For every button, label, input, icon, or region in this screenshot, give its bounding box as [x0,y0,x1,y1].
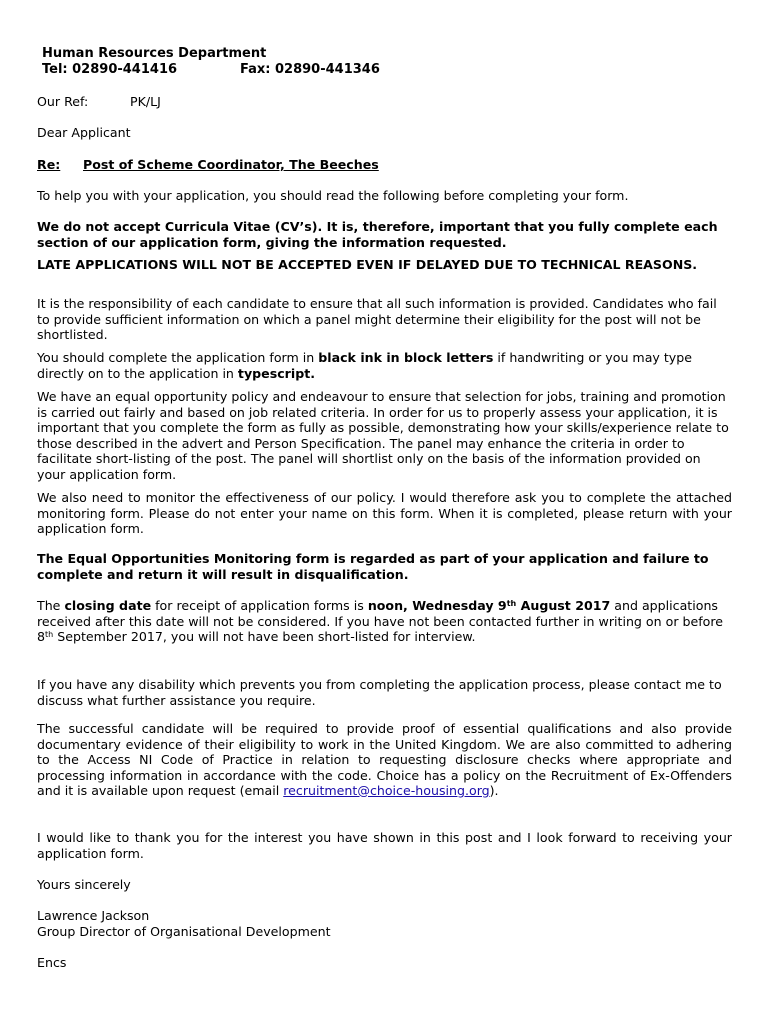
telephone: Tel: 02890-441416 [42,62,178,77]
contact-date-suffix: th [45,630,54,639]
reference-label: Our Ref: [37,94,89,109]
signature-block [37,908,732,939]
fax: Fax: 02890-441346 [240,62,380,77]
closing-date-value: noon, Wednesday 9 [367,598,507,613]
closing-text-4: September 2017, you will not have been short-listed for interview. [53,629,476,644]
recruitment-email-link[interactable]: recruitment@choice-housing.org [283,783,490,798]
qualifications-text: The successful candidate will be required to provide proof of essential qualifications and also provide documentary evidence of their eligibility to work in the United Kingdom. We are also committed to adhering to the Access NI Code of Practice in relation to requesting disclosure checks where appropriate and processing information in accordance with the code. Choice has a policy on the Recruitment of Ex-Offenders and it is available upon request (email [37,721,732,798]
closing-text-3: and applications received after this date will not be considered. If you have not been contacted further in writing on or before 8 [37,598,724,644]
ink-bold-2: typescript. [237,365,316,381]
responsibility-paragraph: It is the responsibility of each candidate to ensure that all such information is provided. Candidates who fail to provide sufficient information on which a panel might determine their eligibility for the post will not be shortlisted. [37,296,717,342]
valediction: Yours sincerely [37,877,131,892]
closing-date-suffix: th [506,599,517,608]
signatory-title: Group Director of Organisational Development [37,923,331,939]
ink-paragraph [37,350,732,381]
subject-line [37,157,732,173]
closing-date-label: closing date [64,598,152,613]
salutation: Dear Applicant [37,125,131,140]
reference-line [37,94,732,110]
disability-paragraph: If you have any disability which prevents you from completing the application process, please contact me to discuss what further assistance you require. [37,677,722,708]
ink-bold-1: black ink in block letters [318,350,494,365]
thanks-paragraph: I would like to thank you for the interest you have shown in this post and I look forward to receiving your application form. [37,830,732,861]
late-applications-notice: LATE APPLICATIONS WILL NOT BE ACCEPTED EVEN IF DELAYED DUE TO TECHNICAL REASONS. [37,257,698,272]
ink-text-2: if handwriting or you may type directly on to the application in [37,350,693,381]
closing-text-1: The [37,598,65,613]
subject-label: Re: [37,157,61,172]
enclosures: Encs [37,955,67,970]
contact-line [42,62,737,78]
closing-date-paragraph [37,598,732,645]
department-name: Human Resources Department [42,46,267,61]
equal-opportunity-paragraph: We have an equal opportunity policy and endeavour to ensure that selection for jobs, training and promotion is carried out fairly and based on job related criteria. In order for us to properly assess your application, it is important that you complete the form as fully as possible, demonstrating how your skills/experience relate to those described in the advert and Person Specification. The panel may enhance the criteria in order to facilitate short-listing of the post. The panel will shortlist only on the basis of the information provided on your application form. [37,389,729,482]
reference-value: PK/LJ [130,94,161,109]
ink-text-1: You should complete the application form in [37,350,319,365]
monitoring-warning: The Equal Opportunities Monitoring form is regarded as part of your application and failure to complete and return it will result in disqualification. [37,551,709,582]
closing-text-2: for receipt of application forms is [151,598,368,613]
cv-notice: We do not accept Curricula Vitae (CV’s). It is, therefore, important that you fully complete each section of our application form, giving the information requested. [37,219,718,250]
monitoring-paragraph: We also need to monitor the effectiveness of our policy. I would therefore ask you to complete the attached monitoring form. Please do not enter your name on this form. When it is completed, please return with your application form. [37,490,732,536]
qualifications-end: ). [489,783,499,798]
qualifications-paragraph [37,721,732,799]
subject-text: Post of Scheme Coordinator, The Beeches [83,157,379,172]
intro-paragraph: To help you with your application, you should read the following before completing your form. [37,188,629,203]
letterhead [42,46,737,78]
closing-date-month: August 2017 [516,598,611,613]
signatory-name: Lawrence Jackson [37,908,150,923]
